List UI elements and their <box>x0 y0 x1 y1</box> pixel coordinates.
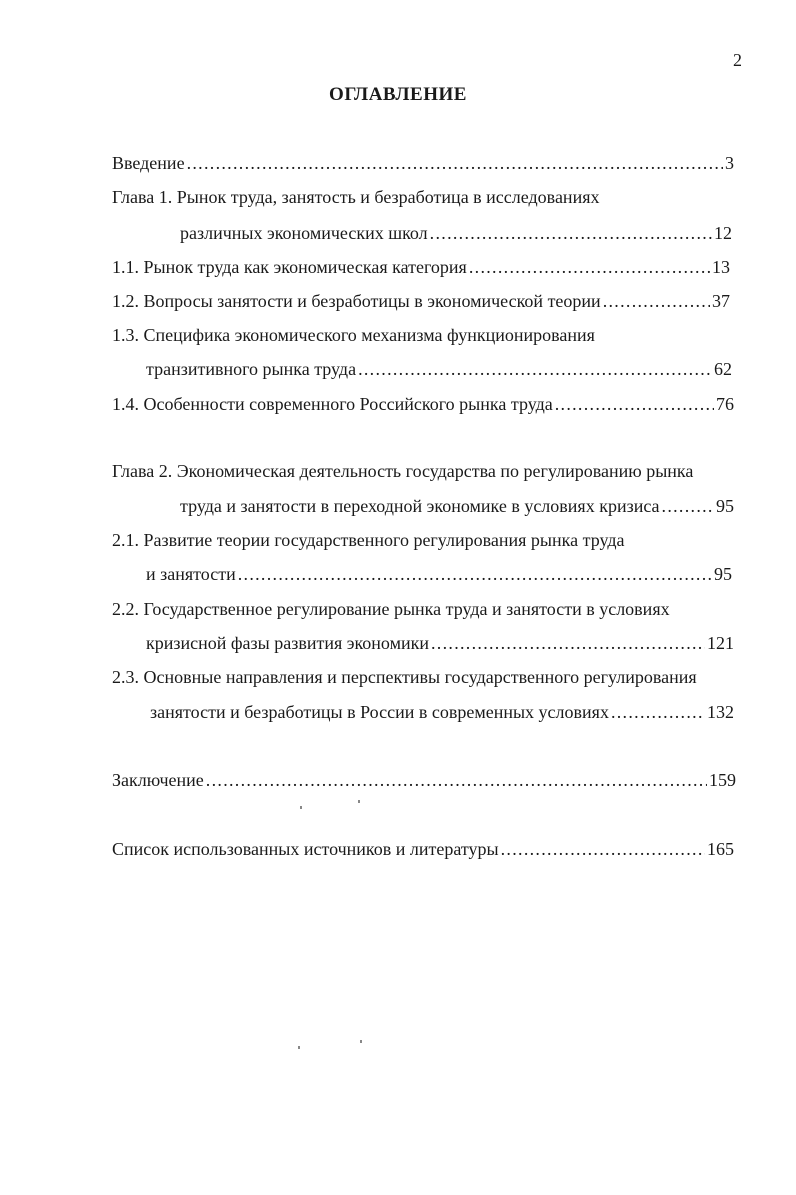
toc-entry-text: 1.3. Специфика экономического механизма функционирования <box>112 325 595 345</box>
toc-entry-text: 2.2. Государственное регулирование рынка труда и занятости в условиях <box>112 599 670 619</box>
toc-entry-chapter-2-line1[interactable] <box>112 460 693 482</box>
toc-leader-dots <box>603 290 710 312</box>
toc-leader-dots <box>206 769 707 791</box>
toc-entry-chapter-1-line1[interactable] <box>112 186 599 208</box>
toc-entry-page: 165 <box>707 839 734 859</box>
toc-entry-1-4[interactable] <box>112 393 734 415</box>
toc-leader-dots <box>501 838 705 860</box>
toc-entry-2-3-line1[interactable] <box>112 666 697 688</box>
toc-entry-text: 2.1. Развитие теории государственного регулирования рынка труда <box>112 530 625 550</box>
page-number: 2 <box>733 50 742 70</box>
toc-entry-page: 121 <box>707 633 734 653</box>
toc-entry-text: различных экономических школ <box>180 223 428 243</box>
toc-entry-text: Список использованных источников и литературы <box>112 839 499 859</box>
toc-entry-page: 159 <box>709 770 736 790</box>
toc-entry-page: 37 <box>712 291 730 311</box>
toc-entry-2-1[interactable] <box>146 563 732 585</box>
toc-entry-text: Заключение <box>112 770 204 790</box>
toc-entry-text: 1.1. Рынок труда как экономическая категория <box>112 257 467 277</box>
toc-entry-page: 132 <box>707 702 734 722</box>
toc-leader-dots <box>430 222 712 244</box>
scan-speck <box>298 1046 300 1049</box>
toc-entry-2-1-line1[interactable] <box>112 529 624 551</box>
toc-leader-dots <box>431 632 705 654</box>
toc-leader-dots <box>662 495 714 517</box>
toc-entry-text: 1.4. Особенности современного Российского рынка труда <box>112 394 553 414</box>
toc-leader-dots <box>187 152 723 174</box>
toc-entry-2-2-line1[interactable] <box>112 598 670 620</box>
toc-entry-2-3[interactable] <box>150 701 734 723</box>
scan-speck <box>360 1040 362 1043</box>
toc-entry-text: занятости и безработицы в России в современных условиях <box>150 702 609 722</box>
scan-speck <box>358 800 360 803</box>
toc-entry-2-2[interactable] <box>146 632 734 654</box>
toc-entry-1-3[interactable] <box>146 358 732 380</box>
toc-entry-page: 76 <box>716 394 734 414</box>
toc-entry-conclusion[interactable] <box>112 769 736 791</box>
toc-entry-page: 3 <box>725 153 734 173</box>
toc-entry-text: и занятости <box>146 564 236 584</box>
toc-entry-page: 95 <box>714 564 732 584</box>
toc-entry-text: транзитивного рынка труда <box>146 359 357 379</box>
toc-entry-text: труда и занятости в переходной экономике в условиях кризиса <box>180 496 660 516</box>
toc-entry-1-2[interactable] <box>112 290 730 312</box>
toc-entry-chapter-2[interactable] <box>180 495 734 517</box>
toc-entry-page: 13 <box>712 257 730 277</box>
toc-entry-chapter-1[interactable] <box>180 222 732 244</box>
toc-leader-dots <box>358 358 712 380</box>
toc-entry-text: Глава 2. Экономическая деятельность государства по регулированию рынка <box>112 461 694 481</box>
toc-entry-intro[interactable] <box>112 152 734 174</box>
toc-leader-dots <box>469 256 710 278</box>
toc-entry-page: 12 <box>714 223 732 243</box>
toc-entry-1-3-line1[interactable] <box>112 324 595 346</box>
toc-entry-text: 2.3. Основные направления и перспективы государственного регулирования <box>112 667 697 687</box>
toc-entry-text: Глава 1. Рынок труда, занятость и безработица в исследованиях <box>112 187 600 207</box>
toc-entry-page: 95 <box>716 496 734 516</box>
scan-speck <box>300 806 302 809</box>
toc-entry-text: Введение <box>112 153 185 173</box>
page-title: ОГЛАВЛЕНИЕ <box>329 84 467 105</box>
toc-entry-1-1[interactable] <box>112 256 730 278</box>
toc-leader-dots <box>238 563 712 585</box>
toc-entry-text: 1.2. Вопросы занятости и безработицы в экономической теории <box>112 291 601 311</box>
toc-leader-dots <box>611 701 705 723</box>
toc-leader-dots <box>555 393 714 415</box>
toc-entry-page: 62 <box>714 359 732 379</box>
toc-entry-text: кризисной фазы развития экономики <box>146 633 429 653</box>
toc-entry-references[interactable] <box>112 838 734 860</box>
